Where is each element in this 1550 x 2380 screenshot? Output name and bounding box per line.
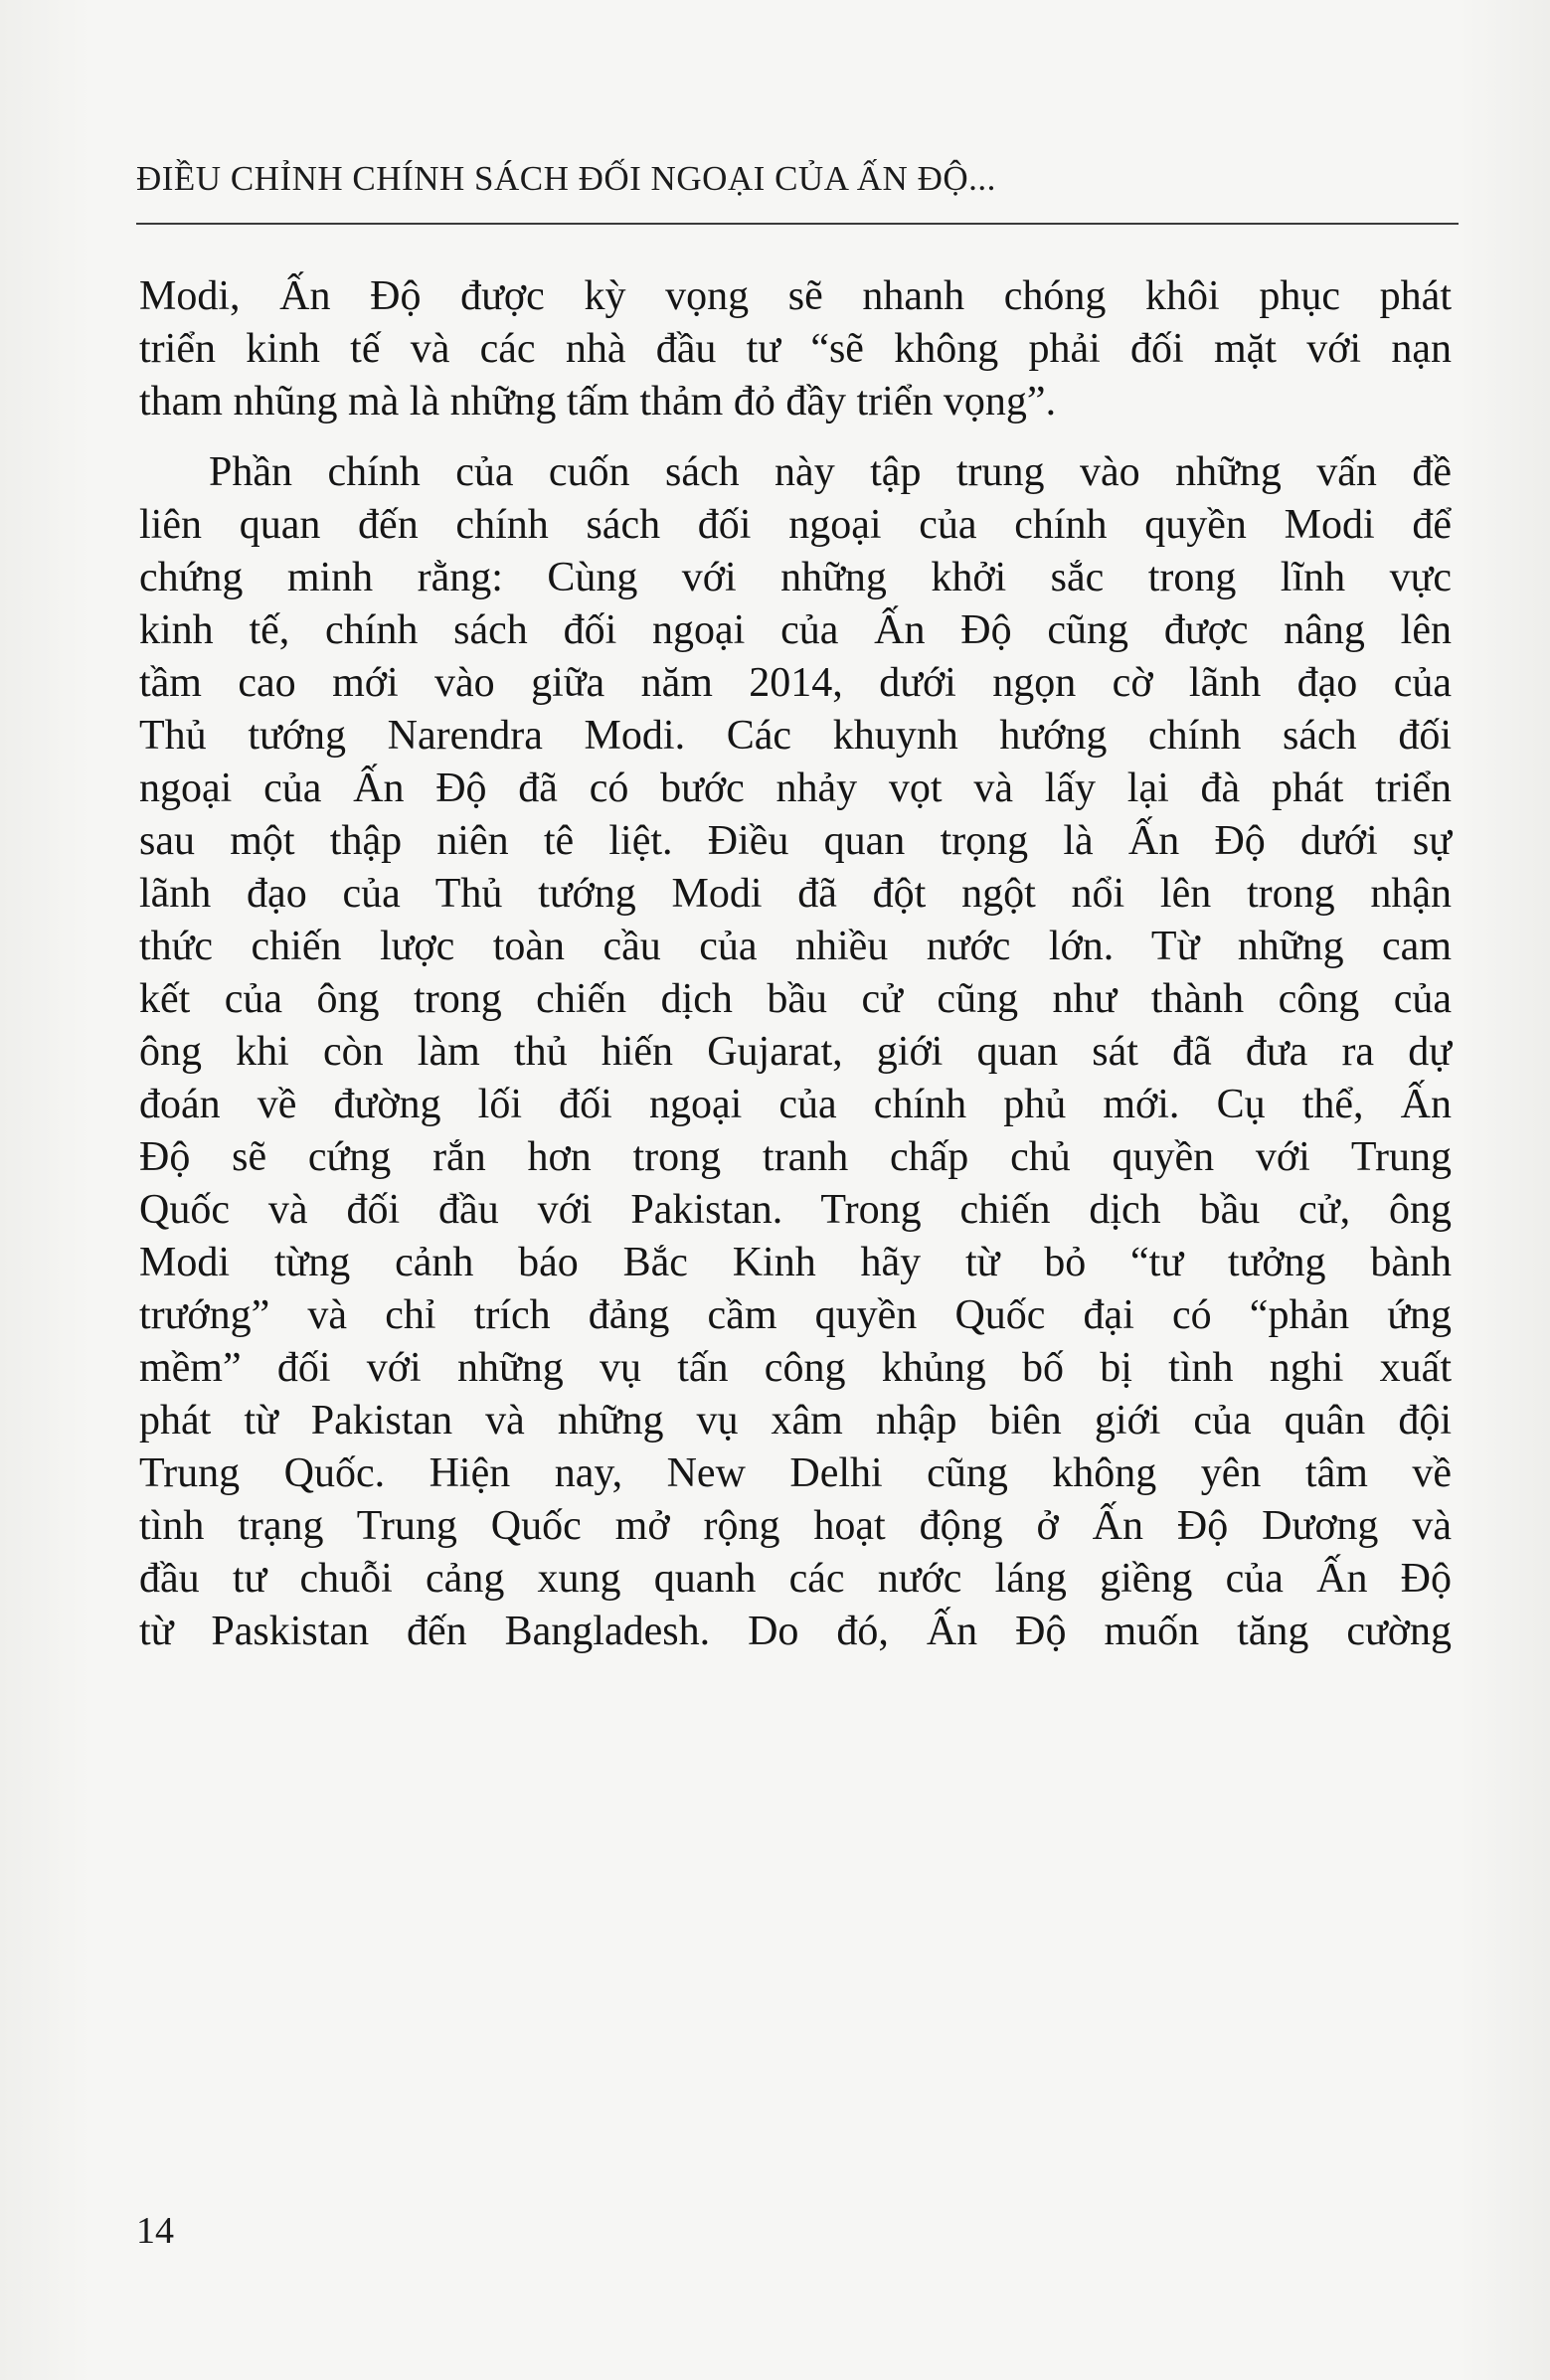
text-line: tình trạng Trung Quốc mở rộng hoạt động ở Ấn Độ Dương và xyxy=(139,1503,1452,1549)
text-line: mềm” đối với những vụ tấn công khủng bố bị tình nghi xuất xyxy=(139,1345,1452,1391)
text-line: phát từ Pakistan và những vụ xâm nhập biên giới của quân đội xyxy=(139,1398,1452,1444)
page-number: 14 xyxy=(136,2210,174,2252)
text-line: lãnh đạo của Thủ tướng Modi đã đột ngột nổi lên trong nhận xyxy=(139,871,1452,917)
text-line: thức chiến lược toàn cầu của nhiều nước lớn. Từ những cam xyxy=(139,924,1452,969)
text-line: đầu tư chuỗi cảng xung quanh các nước láng giềng của Ấn Độ xyxy=(139,1556,1452,1602)
text-line: triển kinh tế và các nhà đầu tư “sẽ không phải đối mặt với nạn xyxy=(139,326,1452,372)
text-line: ngoại của Ấn Độ đã có bước nhảy vọt và lấy lại đà phát triển xyxy=(139,765,1452,811)
text-line: ông khi còn làm thủ hiến Gujarat, giới quan sát đã đưa ra dự xyxy=(139,1029,1452,1075)
text-line: trướng” và chỉ trích đảng cầm quyền Quốc đại có “phản ứng xyxy=(139,1292,1452,1338)
body-text xyxy=(139,270,1452,1658)
text-line: liên quan đến chính sách đối ngoại của chính quyền Modi để xyxy=(139,502,1452,548)
text-line: tham nhũng mà là những tấm thảm đỏ đầy triển vọng”. xyxy=(139,379,1057,425)
text-line: Quốc và đối đầu với Pakistan. Trong chiến dịch bầu cử, ông xyxy=(139,1187,1452,1233)
text-line: Modi, Ấn Độ được kỳ vọng sẽ nhanh chóng khôi phục phát xyxy=(139,273,1452,319)
text-line: từ Paskistan đến Bangladesh. Do đó, Ấn Độ muốn tăng cường xyxy=(139,1609,1452,1654)
text-line: Phần chính của cuốn sách này tập trung vào những vấn đề xyxy=(209,449,1452,495)
paragraph-gap xyxy=(139,428,1452,446)
text-line: đoán về đường lối đối ngoại của chính phủ mới. Cụ thể, Ấn xyxy=(139,1082,1452,1127)
text-line: kết của ông trong chiến dịch bầu cử cũng như thành công của xyxy=(139,976,1452,1022)
text-line: Modi từng cảnh báo Bắc Kinh hãy từ bỏ “tư tưởng bành xyxy=(139,1240,1452,1285)
header-rule xyxy=(136,223,1459,225)
text-line: tầm cao mới vào giữa năm 2014, dưới ngọn cờ lãnh đạo của xyxy=(139,660,1452,706)
text-line: kinh tế, chính sách đối ngoại của Ấn Độ cũng được nâng lên xyxy=(139,607,1452,653)
text-line: chứng minh rằng: Cùng với những khởi sắc trong lĩnh vực xyxy=(139,555,1452,600)
text-line: Trung Quốc. Hiện nay, New Delhi cũng không yên tâm về xyxy=(139,1450,1452,1496)
text-line: sau một thập niên tê liệt. Điều quan trọng là Ấn Độ dưới sự xyxy=(139,818,1452,864)
text-line: Thủ tướng Narendra Modi. Các khuynh hướng chính sách đối xyxy=(139,713,1452,759)
running-header: ĐIỀU CHỈNH CHÍNH SÁCH ĐỐI NGOẠI CỦA ẤN ĐỘ... xyxy=(136,159,996,198)
text-line: Độ sẽ cứng rắn hơn trong tranh chấp chủ quyền với Trung xyxy=(139,1134,1452,1180)
